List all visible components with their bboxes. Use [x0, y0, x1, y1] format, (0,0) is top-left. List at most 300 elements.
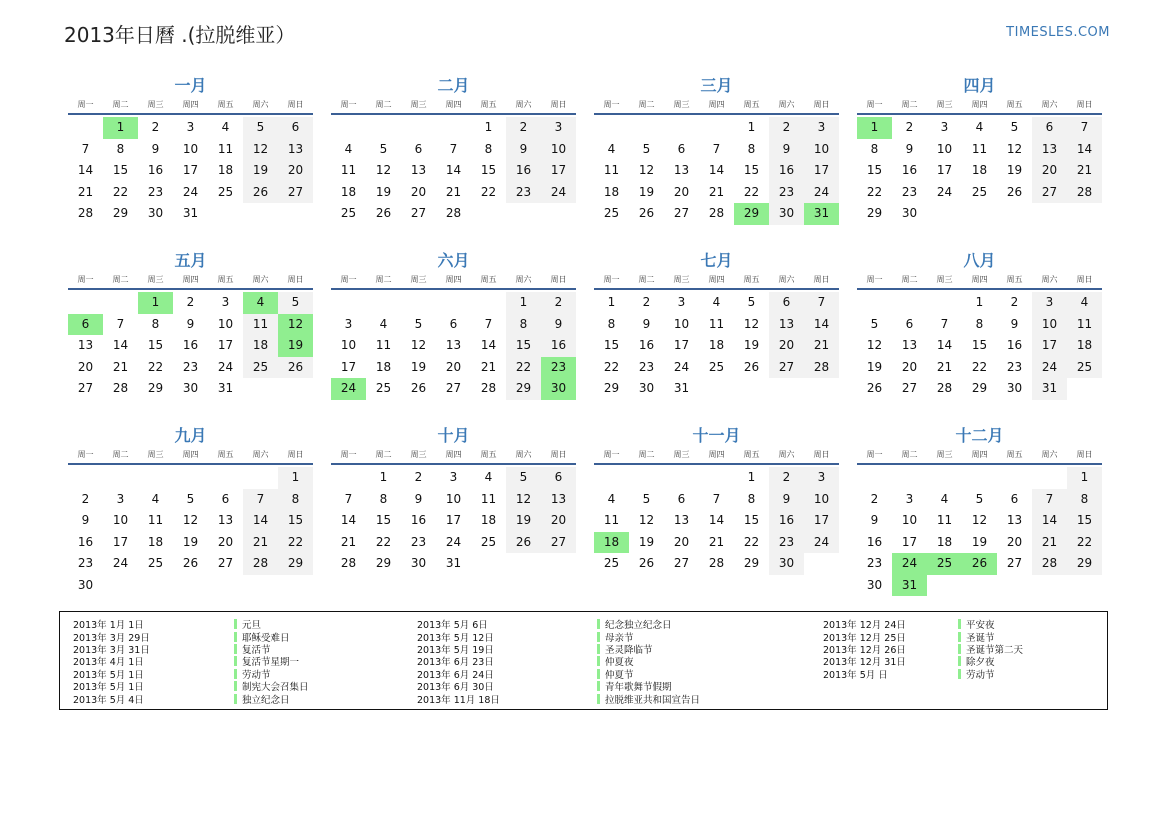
day-cell: 14	[243, 510, 278, 532]
holiday-day-cell: 25	[927, 553, 962, 575]
day-cell: 3	[344, 316, 353, 331]
holiday-day-cell: 4	[243, 292, 278, 314]
day-cell: 7	[81, 141, 90, 156]
day-cell: 12	[243, 139, 278, 161]
weekday-label: 周日	[550, 100, 567, 109]
day-cell: 8	[870, 141, 879, 156]
holiday-date: 2013年 12月 26日	[823, 644, 906, 656]
day-cell: 22	[112, 184, 129, 199]
day-cell: 18	[147, 534, 164, 549]
weekday-label: 周三	[673, 450, 690, 459]
day-cell: 14	[112, 338, 129, 352]
month-name: 十二月	[955, 426, 1004, 445]
weekday-label: 周二	[375, 450, 392, 459]
day-cell: 24	[673, 359, 690, 374]
day-cell: 29	[147, 381, 164, 395]
weekday-label: 周四	[445, 100, 462, 109]
day-cell: 5	[1010, 120, 1019, 134]
day-cell: 29	[743, 556, 760, 570]
holiday-name: 母亲节	[605, 632, 634, 644]
day-cell: 22	[1067, 532, 1102, 554]
day-cell: 6	[769, 292, 804, 314]
weekday-header	[68, 447, 313, 465]
weekday-label: 周日	[287, 100, 304, 109]
day-cell: 20	[901, 359, 918, 374]
month-calendar	[857, 250, 1102, 425]
day-cell: 23	[769, 532, 804, 554]
day-cell: 10	[112, 513, 129, 527]
weekday-label: 周六	[778, 275, 795, 284]
day-grid	[331, 467, 576, 575]
holiday-name: 圣灵降临节	[605, 644, 653, 656]
holiday-name: 独立纪念日	[242, 694, 290, 706]
day-cell: 28	[243, 553, 278, 575]
day-cell: 21	[936, 359, 953, 374]
day-cell: 7	[484, 316, 493, 331]
day-cell: 17	[217, 338, 234, 352]
day-cell: 31	[673, 381, 690, 395]
day-cell: 30	[866, 577, 883, 592]
weekday-label: 周四	[445, 450, 462, 459]
weekday-label: 周日	[550, 275, 567, 284]
day-cell: 2	[642, 295, 651, 309]
day-cell: 7	[1032, 489, 1067, 511]
day-cell: 19	[410, 359, 427, 374]
holiday-day-cell: 31	[892, 575, 927, 597]
day-cell: 13	[769, 314, 804, 336]
day-cell: 18	[217, 163, 234, 177]
holiday-date: 2013年 5月 日	[823, 669, 888, 681]
empty-cell	[1032, 467, 1067, 489]
day-cell: 28	[445, 206, 462, 220]
weekday-label: 周五	[1006, 275, 1023, 284]
empty-cell	[173, 467, 208, 489]
empty-cell	[629, 467, 664, 489]
month-name: 十一月	[692, 426, 741, 445]
holiday-name: 平安夜	[966, 620, 995, 632]
day-cell: 8	[151, 316, 160, 331]
day-cell: 6	[1010, 491, 1019, 506]
day-cell: 6	[414, 141, 423, 156]
day-cell: 15	[971, 338, 988, 352]
day-cell: 5	[642, 491, 651, 506]
weekday-label: 周一	[77, 450, 94, 459]
day-cell: 29	[112, 206, 129, 220]
holiday-marker	[234, 669, 237, 679]
holiday-day-cell: 29	[734, 203, 769, 225]
day-cell: 5	[975, 491, 984, 506]
day-cell: 9	[81, 513, 90, 527]
day-cell: 19	[866, 359, 883, 374]
day-cell: 3	[116, 491, 125, 506]
weekday-label: 周四	[971, 450, 988, 459]
weekday-label: 周三	[936, 450, 953, 459]
empty-cell	[331, 467, 366, 489]
day-cell: 7	[940, 316, 949, 331]
day-cell: 26	[506, 532, 541, 554]
day-cell: 18	[603, 184, 620, 199]
day-cell: 19	[743, 338, 760, 352]
day-cell: 28	[1032, 553, 1067, 575]
holiday-day-cell: 26	[962, 553, 997, 575]
day-cell: 24	[804, 182, 839, 204]
day-cell: 30	[410, 556, 427, 570]
day-cell: 8	[484, 141, 493, 156]
holiday-date: 2013年 3月 29日	[73, 632, 150, 644]
day-cell: 24	[804, 532, 839, 554]
day-cell: 22	[480, 184, 497, 199]
weekday-label: 周一	[340, 100, 357, 109]
day-cell: 10	[901, 513, 918, 527]
month-name: 一月	[174, 76, 207, 95]
day-cell: 18	[1067, 335, 1102, 357]
day-cell: 14	[480, 338, 497, 352]
day-cell: 30	[1006, 381, 1023, 395]
day-cell: 25	[1067, 357, 1102, 379]
weekday-label: 周四	[445, 275, 462, 284]
month-calendar	[594, 75, 839, 250]
day-cell: 9	[151, 141, 160, 156]
weekday-label: 周三	[147, 275, 164, 284]
day-cell: 27	[77, 381, 94, 395]
holiday-marker	[958, 656, 961, 666]
day-cell: 25	[340, 206, 357, 220]
day-cell: 27	[445, 381, 462, 395]
weekday-header	[857, 447, 1102, 465]
day-cell: 13	[673, 163, 690, 177]
weekday-label: 周四	[182, 275, 199, 284]
holiday-date-column	[73, 618, 150, 705]
holiday-day-cell: 1	[103, 117, 138, 139]
day-cell: 12	[638, 163, 655, 177]
weekday-label: 周六	[778, 450, 795, 459]
weekday-label: 周日	[1076, 100, 1093, 109]
day-cell: 26	[410, 381, 427, 395]
day-cell: 3	[677, 295, 686, 309]
holiday-name: 制宪大会召集日	[242, 682, 309, 694]
day-cell: 19	[506, 510, 541, 532]
holiday-name: 圣诞节第二天	[966, 644, 1024, 656]
day-cell: 28	[77, 206, 94, 220]
day-cell: 16	[638, 338, 655, 352]
day-cell: 25	[147, 556, 164, 570]
day-cell: 13	[217, 513, 234, 527]
day-cell: 28	[112, 381, 129, 395]
holiday-date: 2013年 11月 18日	[417, 694, 500, 706]
month-name: 十月	[437, 426, 470, 445]
day-cell: 4	[607, 491, 616, 506]
holiday-name: 仲夏夜	[605, 657, 634, 669]
day-cell: 24	[445, 534, 462, 549]
day-cell: 20	[217, 534, 234, 549]
day-cell: 28	[480, 381, 497, 395]
weekday-label: 周三	[147, 450, 164, 459]
holiday-name: 青年歌舞节假期	[605, 682, 672, 694]
day-cell: 21	[1067, 160, 1102, 182]
day-cell: 16	[866, 534, 883, 549]
day-cell: 26	[1006, 184, 1023, 199]
weekday-label: 周六	[778, 100, 795, 109]
empty-cell	[68, 467, 103, 489]
day-cell: 2	[541, 292, 576, 314]
holiday-marker	[597, 632, 600, 642]
day-cell: 9	[905, 141, 914, 156]
day-cell: 24	[1032, 357, 1067, 379]
weekday-label: 周二	[901, 275, 918, 284]
day-cell: 5	[747, 295, 756, 309]
empty-cell	[997, 467, 1032, 489]
day-cell: 21	[1032, 532, 1067, 554]
day-cell: 11	[603, 163, 620, 177]
day-cell: 6	[1032, 117, 1067, 139]
day-cell: 6	[905, 316, 914, 331]
holiday-date: 2013年 5月 12日	[417, 632, 494, 644]
holiday-date: 2013年 12月 25日	[823, 632, 906, 644]
holiday-day-cell: 1	[857, 117, 892, 139]
holiday-name: 劳动节	[242, 669, 271, 681]
day-cell: 19	[243, 160, 278, 182]
day-cell: 4	[975, 120, 984, 134]
day-cell: 4	[344, 141, 353, 156]
site-logo[interactable]: TIMESLES.COM	[1006, 25, 1110, 40]
empty-cell	[699, 467, 734, 489]
day-cell: 9	[642, 316, 651, 331]
day-cell: 8	[1067, 489, 1102, 511]
day-cell: 30	[182, 381, 199, 395]
day-cell: 8	[379, 491, 388, 506]
empty-cell	[962, 467, 997, 489]
holiday-name: 仲夏节	[605, 669, 634, 681]
day-cell: 13	[541, 489, 576, 511]
holiday-day-cell: 6	[68, 314, 103, 336]
day-cell: 25	[243, 357, 278, 379]
day-cell: 11	[708, 316, 725, 331]
empty-cell	[366, 117, 401, 139]
day-cell: 12	[506, 489, 541, 511]
day-cell: 12	[638, 513, 655, 527]
weekday-label: 周日	[287, 275, 304, 284]
empty-cell	[68, 292, 103, 314]
day-cell: 3	[541, 117, 576, 139]
day-cell: 21	[243, 532, 278, 554]
day-cell: 3	[804, 467, 839, 489]
day-cell: 4	[484, 470, 493, 484]
day-cell: 22	[375, 534, 392, 549]
day-cell: 9	[769, 139, 804, 161]
weekday-label: 周六	[1041, 450, 1058, 459]
day-cell: 19	[375, 184, 392, 199]
holiday-name: 圣诞节	[966, 632, 995, 644]
day-cell: 7	[712, 141, 721, 156]
day-cell: 25	[480, 534, 497, 549]
weekday-label: 周日	[1076, 450, 1093, 459]
day-cell: 28	[804, 357, 839, 379]
day-cell: 23	[901, 184, 918, 199]
weekday-label: 周一	[603, 275, 620, 284]
day-cell: 5	[278, 292, 313, 314]
weekday-label: 周六	[252, 275, 269, 284]
day-cell: 23	[147, 184, 164, 199]
weekday-label: 周二	[638, 275, 655, 284]
day-cell: 16	[147, 163, 164, 177]
day-cell: 12	[375, 163, 392, 177]
empty-cell	[664, 117, 699, 139]
day-cell: 13	[410, 163, 427, 177]
day-cell: 27	[673, 206, 690, 220]
day-cell: 31	[445, 556, 462, 570]
empty-cell	[138, 467, 173, 489]
day-cell: 7	[449, 141, 458, 156]
holiday-name: 拉脱维亚共和国宣告日	[605, 694, 701, 706]
holiday-day-cell: 19	[278, 335, 313, 357]
day-cell: 16	[769, 160, 804, 182]
weekday-label: 周二	[112, 275, 129, 284]
day-cell: 3	[1032, 292, 1067, 314]
day-cell: 22	[147, 359, 164, 374]
day-cell: 9	[541, 314, 576, 336]
day-cell: 19	[182, 534, 199, 549]
holiday-marker	[597, 669, 600, 679]
day-cell: 26	[243, 182, 278, 204]
weekday-header	[68, 272, 313, 290]
weekday-label: 周六	[252, 100, 269, 109]
day-cell: 24	[112, 556, 129, 570]
holiday-day-cell: 24	[331, 378, 366, 400]
day-cell: 10	[936, 141, 953, 156]
weekday-label: 周日	[813, 450, 830, 459]
day-cell: 3	[186, 120, 195, 134]
weekday-label: 周四	[182, 450, 199, 459]
day-cell: 24	[936, 184, 953, 199]
holiday-date: 2013年 5月 1日	[73, 669, 144, 681]
day-cell: 4	[607, 141, 616, 156]
day-cell: 2	[186, 295, 195, 309]
empty-cell	[594, 467, 629, 489]
day-cell: 11	[480, 491, 497, 506]
day-cell: 25	[708, 359, 725, 374]
weekday-label: 周三	[410, 100, 427, 109]
day-cell: 16	[1006, 338, 1023, 352]
holiday-date: 2013年 5月 4日	[73, 694, 144, 706]
empty-cell	[103, 292, 138, 314]
month-calendar	[857, 425, 1102, 600]
weekday-label: 周三	[936, 275, 953, 284]
day-cell: 29	[866, 206, 883, 220]
holiday-date-column	[417, 618, 500, 705]
day-cell: 21	[708, 184, 725, 199]
weekday-label: 周日	[813, 275, 830, 284]
day-grid	[68, 292, 313, 400]
day-cell: 4	[1067, 292, 1102, 314]
weekday-label: 周五	[217, 450, 234, 459]
day-cell: 20	[410, 184, 427, 199]
day-cell: 7	[243, 489, 278, 511]
day-cell: 20	[673, 534, 690, 549]
holiday-name-column	[597, 618, 700, 705]
day-cell: 15	[866, 163, 883, 177]
weekday-label: 周二	[638, 100, 655, 109]
weekday-label: 周五	[1006, 100, 1023, 109]
holiday-list	[59, 611, 1108, 710]
day-cell: 27	[1006, 556, 1023, 570]
day-cell: 19	[638, 534, 655, 549]
holiday-marker	[958, 644, 961, 654]
day-cell: 8	[607, 316, 616, 331]
empty-cell	[103, 467, 138, 489]
day-cell: 2	[81, 491, 90, 506]
day-cell: 3	[940, 120, 949, 134]
day-cell: 10	[804, 489, 839, 511]
day-cell: 20	[1032, 160, 1067, 182]
day-cell: 23	[1006, 359, 1023, 374]
empty-cell	[857, 292, 892, 314]
holiday-date-column	[823, 618, 906, 680]
day-cell: 16	[182, 338, 199, 352]
day-cell: 30	[769, 553, 804, 575]
day-cell: 18	[936, 534, 953, 549]
empty-cell	[892, 467, 927, 489]
day-cell: 23	[769, 182, 804, 204]
day-cell: 10	[541, 139, 576, 161]
day-cell: 16	[410, 513, 427, 527]
day-cell: 1	[607, 295, 616, 309]
day-cell: 20	[77, 359, 94, 374]
day-cell: 9	[870, 513, 879, 527]
day-cell: 4	[151, 491, 160, 506]
day-cell: 30	[147, 206, 164, 220]
weekday-header	[857, 272, 1102, 290]
month-calendar	[857, 75, 1102, 250]
day-cell: 11	[375, 338, 392, 352]
day-cell: 8	[506, 314, 541, 336]
weekday-header	[594, 97, 839, 115]
day-cell: 13	[1032, 139, 1067, 161]
holiday-name: 元旦	[242, 620, 262, 632]
weekday-label: 周六	[515, 275, 532, 284]
empty-cell	[366, 292, 401, 314]
day-cell: 17	[804, 510, 839, 532]
day-cell: 24	[182, 184, 199, 199]
day-cell: 22	[866, 184, 883, 199]
day-cell: 5	[379, 141, 388, 156]
day-cell: 7	[116, 316, 125, 331]
day-cell: 25	[603, 206, 620, 220]
month-name: 七月	[700, 251, 733, 270]
month-calendar	[68, 425, 313, 600]
day-cell: 10	[673, 316, 690, 331]
day-cell: 18	[375, 359, 392, 374]
empty-cell	[629, 117, 664, 139]
weekday-label: 周六	[1041, 275, 1058, 284]
month-name: 二月	[437, 76, 470, 95]
day-cell: 30	[77, 577, 94, 592]
day-cell: 16	[506, 160, 541, 182]
day-cell: 23	[182, 359, 199, 374]
month-name: 九月	[174, 426, 207, 445]
weekday-label: 周五	[480, 275, 497, 284]
holiday-marker	[597, 656, 600, 666]
day-cell: 23	[410, 534, 427, 549]
day-cell: 5	[642, 141, 651, 156]
month-calendar	[331, 250, 576, 425]
day-cell: 7	[712, 491, 721, 506]
day-cell: 17	[445, 513, 462, 527]
month-calendar	[68, 250, 313, 425]
day-cell: 5	[186, 491, 195, 506]
day-cell: 14	[77, 163, 94, 177]
weekday-label: 周三	[147, 100, 164, 109]
day-cell: 10	[182, 141, 199, 156]
